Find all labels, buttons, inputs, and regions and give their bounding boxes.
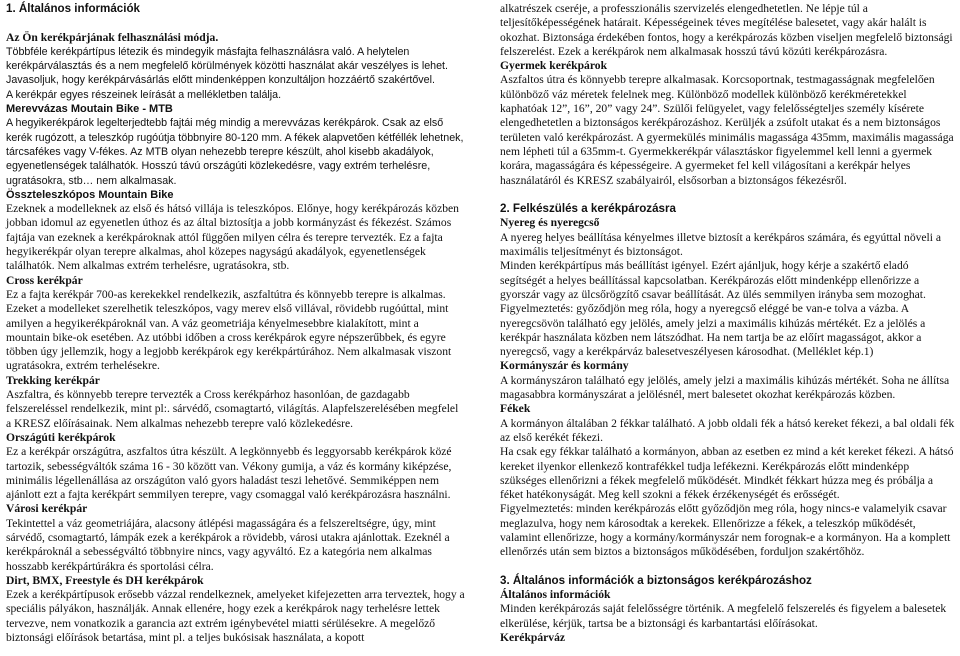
paragraph-saddle-warning: Figyelmeztetés: győződjön meg róla, hogy a nyeregcső eléggé be van-e tolva a vázba. A nyeregcsövön található egy jelölés, amely jelzi a maximális kihúzás mértékét. Ez a jelölés a kerékpár használata közben nem látszódhat. Ha nem tartja be az előírt magasságot, akkor a nyeregcső, vagy a kerékpárváz balesetveszélyesen károsodhat. (Melléklet kép.1) (500, 302, 926, 359)
heading-city: Városi kerékpár (6, 502, 88, 516)
section-title-preparation: 2. Felkészülés a kerékpározásra (500, 202, 676, 216)
paragraph-dirt-bmx: Ezek a kerékpártípusok erősebb vázzal rendelkeznek, amelyeket kifejezetten arra terveztek, hogy a speciális pályákon, használják. Annak ellenére, hogy ezek a kerékpárok nagy terhelésre lettek tervezve, nem vonatkozik a garancia azt extrém igénybevétel miatti sérülésekre. A megelőző biztonsági előírások betartása, mint pl. a teljes bukósisak használata, a kopott (6, 588, 465, 645)
heading-steering: Kormányszár és kormány (500, 359, 629, 373)
paragraph-kids: Aszfaltos útra és könnyebb terepre alkalmasak. Korcsoportnak, testmagasságnak megfelelően különböző váz méretek felelnek meg. Különböző modellek különböző kerékméretekkel kaphatóak 12”, 16”, 20” vagy 24”. Szülői felügyelet, vagy felelősségteljes személy kísérete elengedhetetlen a biztonságos kerékpározáshoz. Kerüljék a zsúfolt utakat és a nem biztonságos területen való kerékpározást. A gyermekülés minimális magassága 435mm, maximális magassága nem lépheti túl a 635mm-t. Gyermekkerékpár választáskor figyelemmel kell lenni a gyermek korára, magasságára és képességeire. A gyermeket fel kell világosítani a kerékpár helyes használatáról és KRESZ szabályairól, elsősorban a biztonságos fékezésről. (500, 73, 954, 187)
paragraph-steering: A kormányszáron található egy jelölés, amely jelzi a maximális kihúzás mértékét. Soha ne állítsa magasabbra kormányszárat a jelölésnél, mert balesetet okozhat kerékpározás közben. (500, 373, 950, 402)
paragraph-advice: Javasoljuk, hogy kerékpárvásárlás előtt mindenképpen konzultáljon hozzáértő szakértővel. (6, 74, 435, 87)
heading-general-info: Általános információk (500, 588, 611, 602)
section-title-safety: 3. Általános információk a biztonságos kerékpározáshoz (500, 573, 812, 587)
heading-cross: Cross kerékpár (6, 273, 83, 287)
heading-frame: Kerékpárváz (500, 631, 566, 645)
heading-hardtail-mtb: Merevvázas Moutain Bike - MTB (6, 103, 173, 116)
paragraph-full-suspension: Ezeknek a modelleknek az első és hátsó villája is teleszkópos. Előnye, hogy kerékpározás közben jobban idomul az egyenetlen úthoz és az által biztosítja a jobb kormányzást és fékezést. Számos fajtája van ezeknek a kerékpároknak attól függően milyen célra és terepre tervezték. Ez a fajta hegyikerékpár olyan terepre alkalmas, ahol közepes nagyságú akadályok, egyenetlenségek találhatók. Nem alkalmas extrém terhelésre, ugratásokra, stb. (6, 202, 459, 273)
heading-saddle: Nyereg és nyeregcső (500, 216, 600, 230)
paragraph-saddle-2: Minden kerékpártípus más beállítást igényel. Ezért ajánljuk, hogy kérje a szakértő eladó segítségét a helyes beállítással kapcsolatban. Kerékpározás előtt mindenképp ellenőrizze a gyorszár vagy az ülcsőrögzítő csavar beállítását. Az ülés semmilyen irányba sem mozoghat. (500, 259, 926, 301)
heading-full-suspension: Összteleszkópos Mountain Bike (6, 188, 174, 201)
paragraph-city: Tekintettel a váz geometriájára, alacsony átlépési magasságára és a felszereltségre, úgy, mint sárvédő, csomagtartó, lámpák ezek a kerékpárok a rövidebb, városi utakra ajánlottak. Ezeknél a kerékpároknál a sebességváltó többnyire nincs, vagy agyváltó. Ez a kategória nem alkalmas hosszabb kerékpártúrákra és sportolási célra. (6, 516, 450, 573)
paragraph-general-info: Minden kerékpározás saját felelősségre történik. A megfelelő felszerelés és figyelem a balesetek elkerülése, kérjük, tartsa be a biztonsági és karbantartási előírásokat. (500, 602, 947, 630)
paragraph-cross: Ez a fajta kerékpár 700-as kerekekkel rendelkezik, aszfaltútra és könnyebb terepre is alkalmas. Ezeket a modelleket szerelhetik teleszkópos, vagy merev első villával, rövidebb rugóúttal, mint amilyen a hegyikerékpároknál van. A váz geometriája kényelmesebbre kialakított, mint a mountain bike-ok esetében. Az utóbbi időben a cross kerékpárok egyre népszerűbbek, és egyre többen úgy jellemzik, hogy a legjobb kerékpárok egy kerékpártúrához. Nem alkalmasak viszont ugratásokra, extrém terhelésekre. (6, 287, 452, 373)
heading-brakes: Fékek (500, 402, 531, 416)
spacer (6, 16, 465, 30)
right-column (500, 2, 955, 645)
paragraph-saddle-1: A nyereg helyes beállítása kényelmes illetve biztosít a kerékpáros számára, és egyúttal növeli a maximális teljesítményt és biztonságot. (500, 230, 942, 259)
paragraph-brakes-2: Ha csak egy fékkar található a kormányon, abban az esetben ez mind a két kereket fékezi. A hátsó kereket ilyenkor ellenkező kontrafékkel tudja lefékezni. Kerékpározás előtt mindenképp szükséges ellenőrizni a fékek megfelelő működését. Mindkét fékkart húzza meg és próbálja a féket hatékonyságát. Meg kell szokni a fékek érzékenységét és erősségét. (500, 445, 954, 502)
paragraph-usage: Többféle kerékpártípus létezik és mindegyik másfajta felhasználásra való. A helytelen kerékpárválasztás és a nem megfelelő körülmények közötti használat akár veszélyes is lehet. (6, 45, 448, 73)
spacer (500, 188, 955, 202)
paragraph-brakes-warning: Figyelmeztetés: minden kerékpározás előtt győződjön meg róla, hogy nincs-e valamelyik csavar meglazulva, hogy nem károsodtak a kerekek. Ellenőrizze a fékek, a teleszkóp működését, valamint ellenőrizze, hogy a kormány/kormányszár nem forognak-e a kormányon. Ha a komplett ellenőrzés után sem biztos a biztonságos működésében, forduljon szakértőhöz. (500, 502, 951, 559)
paragraph-trekking: Aszfaltra, és könnyebb terepre tervezték a Cross kerékpárhoz hasonlóan, de gazdagabb felszereléssel rendelkezik, mint pl:. sárvédő, csomagtartó, világítás. Alapfelszerelésében megfelel a KRESZ előírásainak. Nem alkalmas nehezebb terepre való közlekedésre. (6, 388, 459, 430)
section-title-general: 1. Általános információk (6, 2, 141, 15)
heading-dirt-bmx: Dirt, BMX, Freestyle és DH kerékpárok (6, 573, 204, 587)
heading-kids: Gyermek kerékpárok (500, 59, 608, 73)
paragraph-dirt-continued: alkatrészek cseréje, a professzionális szervizelés elengedhetetlen. Ne lépje túl a teljesítőképességének határait. Képességeinek téves megítélése balesetet, vagy akár halált is okozhat. Biztonsága érdekében fontos, hogy a kerékpározás közben viseljen megfelelő biztonsági felszerelést. Ezek a kerékpárok nem alkalmasak hosszú távú közúti kerékpározásra. (500, 2, 953, 58)
heading-road: Országúti kerékpárok (6, 430, 116, 444)
left-column (6, 2, 465, 645)
paragraph-hardtail-mtb: A hegyikerékpárok legelterjedtebb fajtái még mindig a merevvázas kerékpárok. Csak az első kerék rugózott, a teleszkóp rugóútja többnyire 80-120 mm. A fékek alapvetően kétféllék lehetnek, tárcsafékes vagy V-fékes. Az MTB olyan nehezebb terepre készült, ahol kisebb akadályok, egyenetlenségek találhatók. Hosszú távú országúti közlekedésre, vagy extrém terhelésre, ugratásokra, stb… nem alkalmasak. (6, 117, 464, 187)
heading-usage: Az Ön kerékpárjának felhasználási módja. (6, 30, 219, 44)
paragraph-road: Ez a kerékpár országútra, aszfaltos útra készült. A legkönnyebb és leggyorsabb kerékpárok közé tartozik, sebességváltók száma 16 - 30 között van. Vékony gumija, a váz és kormány kiképzése, minimális légellenállása az országúton való gyors haladást teszi lehetővé. Semmiképpen nem ajánlott ezt a fajta kerékpárt semmilyen terepre, vagy csomaggal való kerékpározásra használni. (6, 445, 452, 502)
spacer (500, 560, 955, 574)
paragraph-appendix: A kerékpár egyes részeinek leírását a mellékletben találja. (6, 88, 282, 101)
heading-trekking: Trekking kerékpár (6, 373, 100, 387)
paragraph-brakes-1: A kormányon általában 2 fékkar található. A jobb oldali fék a hátsó kereket fékezi, a bal oldali fék az első kerékét fékezi. (500, 416, 955, 444)
